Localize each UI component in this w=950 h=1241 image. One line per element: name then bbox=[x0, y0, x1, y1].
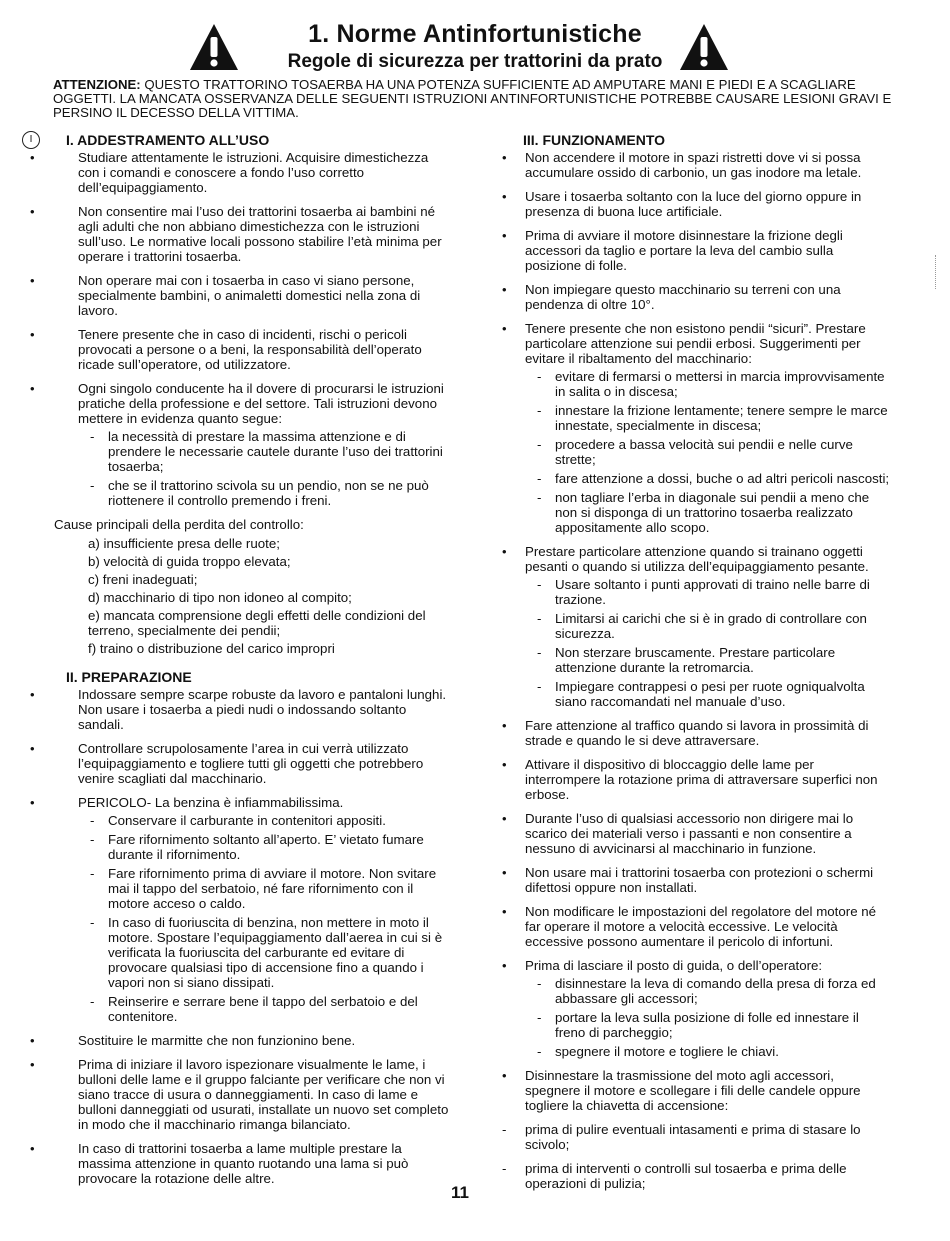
list-item-text: PERICOLO- La benzina è infiammabilissima. bbox=[78, 795, 344, 810]
sub-list-item: - spegnere il motore e togliere le chiavi. bbox=[525, 1044, 890, 1059]
sub-list bbox=[525, 369, 890, 535]
sub-list-item: - innestare la frizione lentamente; tenere sempre le marce innestate, specialmente in discesa; bbox=[525, 403, 890, 433]
list-item: • Prima di iniziare il lavoro ispezionare visualmente le lame, i bulloni delle lame e il gruppo falciante per verificare che non vi siano tracce di usura o danneggiamenti. In caso di lame e bulloni danneggiati od usurati, installate un nuovo set completo in modo che il macchinario rimanga bilanciato. bbox=[30, 1057, 450, 1132]
list-item: • Usare i tosaerba soltanto con la luce del giorno oppure in presenza di buona luce artificiale. bbox=[500, 189, 890, 219]
list-item: • Non consentire mai l’uso dei trattorini tosaerba ai bambini né agli adulti che non abbiano dimestichezza con le istruzioni sull’uso. Le normative locali possono stabilire l’età minima per operare i trattorini tosaerba. bbox=[30, 204, 450, 264]
sub-list-item: - la necessità di prestare la massima attenzione e di prendere le necessarie cautele durante l’uso dei trattorini tosaerba; bbox=[78, 429, 450, 474]
operation-list bbox=[500, 150, 890, 1113]
list-item: • Non modificare le impostazioni del regolatore del motore né far operare il motore a velocità eccessive. Le velocità eccessive possono aumentare il pericolo di infortuni. bbox=[500, 904, 890, 949]
list-item: • Sostituire le marmitte che non funzionino bene. bbox=[30, 1033, 450, 1048]
causes-heading: Cause principali della perdita del controllo: bbox=[54, 517, 304, 532]
list-item: • Durante l’uso di qualsiasi accessorio non dirigere mai lo scarico dei materiali verso i passanti e non consentire a nessuno di avvicinarsi al macchinario in funzione. bbox=[500, 811, 890, 856]
training-list bbox=[30, 150, 450, 508]
sub-list-item: - Impiegare contrappesi o pesi per ruote ogniqualvolta siano raccomandati nel manuale d’uso. bbox=[525, 679, 890, 709]
sub-list-item: - Fare rifornimento soltanto all’aperto. E’ vietato fumare durante il rifornimento. bbox=[78, 832, 450, 862]
cause-item: d) macchinario di tipo non idoneo al compito; bbox=[88, 590, 352, 605]
left-column bbox=[30, 133, 450, 1195]
cause-item: c) freni inadeguati; bbox=[88, 572, 198, 587]
sub-list-item: - disinnestare la leva di comando della presa di forza ed abbassare gli accessori; bbox=[525, 976, 890, 1006]
list-item: • Non impiegare questo macchinario su terreni con una pendenza di oltre 10°. bbox=[500, 282, 890, 312]
sub-list-item: - Non sterzare bruscamente. Prestare particolare attenzione durante la retromarcia. bbox=[525, 645, 890, 675]
sub-list-item: - Limitarsi ai carichi che si è in grado di controllare con sicurezza. bbox=[525, 611, 890, 641]
sub-list bbox=[78, 429, 450, 508]
list-item: • Controllare scrupolosamente l’area in cui verrà utilizzato l’equipaggiamento e togliere tutti gli oggetti che potrebbero venire scagliati dal macchinario. bbox=[30, 741, 450, 786]
attention-notice bbox=[53, 78, 893, 120]
cause-item: e) mancata comprensione degli effetti delle condizioni del terreno, specialmente dei pendii; bbox=[88, 608, 426, 638]
warning-triangle-icon bbox=[678, 22, 730, 72]
list-item bbox=[500, 321, 890, 535]
page-subtitle: Regole di sicurezza per trattorini da prato bbox=[287, 51, 663, 72]
page-number: 11 bbox=[451, 1183, 469, 1202]
sub-list bbox=[78, 813, 450, 1024]
list-item-text: Prestare particolare attenzione quando si trainano oggetti pesanti o quando si utilizza dell’equipaggiamento pesante. bbox=[525, 544, 869, 574]
sub-list-item: - evitare di fermarsi o mettersi in marcia improvvisamente in salita o in discesa; bbox=[525, 369, 890, 399]
section-circle-marker: I bbox=[22, 131, 40, 149]
sub-list-item: - che se il trattorino scivola su un pendio, non se ne può riottenere il controllo premendo i freni. bbox=[78, 478, 450, 508]
sub-list-item: - procedere a bassa velocità sui pendii e nelle curve strette; bbox=[525, 437, 890, 467]
list-item: • Non operare mai con i tosaerba in caso vi siano persone, specialmente bambini, o animaletti domestici nella zona di lavoro. bbox=[30, 273, 450, 318]
preparation-list bbox=[30, 687, 450, 1186]
section-training-title bbox=[30, 133, 450, 148]
cause-item: f) traino o distribuzione del carico impropri bbox=[88, 641, 335, 656]
list-item bbox=[30, 381, 450, 508]
list-item-text: Tenere presente che non esistono pendii “sicuri”. Prestare particolare attenzione sui pendii erbosi. Suggerimenti per evitare il ribaltamento del macchinario: bbox=[525, 321, 866, 366]
list-item: • Studiare attentamente le istruzioni. Acquisire dimestichezza con i comandi e conoscere a fondo l’uso corretto dell’equipaggiamento. bbox=[30, 150, 450, 195]
list-item: • Indossare sempre scarpe robuste da lavoro e pantaloni lunghi. Non usare i tosaerba a piedi nudi o indossando soltanto sandali. bbox=[30, 687, 450, 732]
list-item bbox=[30, 795, 450, 1024]
list-item: • Fare attenzione al traffico quando si lavora in prossimità di strade e quando le si deve attraversare. bbox=[500, 718, 890, 748]
sub-list-item: - Conservare il carburante in contenitori appositi. bbox=[78, 813, 450, 828]
list-item-text: Ogni singolo conducente ha il dovere di procurarsi le istruzioni pratiche della professione e del settore. Tali istruzioni devono mettere in evidenza quanto segue: bbox=[78, 381, 444, 426]
sub-list-item: - Reinserire e serrare bene il tappo del serbatoio e del contenitore. bbox=[78, 994, 450, 1024]
margin-mark bbox=[935, 255, 938, 289]
list-item: • Disinnestare la trasmissione del moto agli accessori, spegnere il motore e scollegare i fili delle candele oppure togliere la chiavetta di accensione: bbox=[500, 1068, 890, 1113]
sub-list-item: - In caso di fuoriuscita di benzina, non mettere in moto il motore. Spostare l’equipaggiamento dall’aerea in cui si è verificata la fuoriuscita del carburante ed evitare di provocare qualsiasi tipo di accensione fino a quando i vapori non si siano dissipati. bbox=[78, 915, 450, 990]
sub-list-item: - Usare soltanto i punti approvati di traino nelle barre di trazione. bbox=[525, 577, 890, 607]
list-item: • Attivare il dispositivo di bloccaggio delle lame per interrompere la rotazione prima di attraversare superfici non erbose. bbox=[500, 757, 890, 802]
list-item: • Non accendere il motore in spazi ristretti dove vi si possa accumulare ossido di carbonio, un gas inodore ma letale. bbox=[500, 150, 890, 180]
list-item: • Prima di avviare il motore disinnestare la frizione degli accessori da taglio e portare la leva del cambio sulla posizione di folle. bbox=[500, 228, 890, 273]
section-preparation-title: II. PREPARAZIONE bbox=[66, 669, 192, 685]
sub-list-item: - portare la leva sulla posizione di folle ed innestare il freno di parcheggio; bbox=[525, 1010, 890, 1040]
page-title: 1. Norme Antinfortunistiche bbox=[308, 20, 642, 48]
sub-list-item: - prima di pulire eventuali intasamenti e prima di stasare lo scivolo; bbox=[500, 1122, 890, 1152]
disengage-sub-list bbox=[500, 1122, 890, 1191]
list-item: • Non usare mai i trattorini tosaerba con protezioni o schermi difettosi oppure non installati. bbox=[500, 865, 890, 895]
sub-list bbox=[525, 976, 890, 1059]
right-column bbox=[500, 133, 890, 1200]
sub-list bbox=[525, 577, 890, 709]
list-item-text: Prima di lasciare il posto di guida, o dell’operatore: bbox=[525, 958, 823, 973]
list-item: • Tenere presente che in caso di incidenti, rischi o pericoli provocati a persone o a beni, la responsabilità dell’operato ricade sull’operatore, od utilizzatore. bbox=[30, 327, 450, 372]
attention-text: QUESTO TRATTORINO TOSAERBA HA UNA POTENZA SUFFICIENTE AD AMPUTARE MANI E PIEDI E A SCAGLIARE OGGETTI. LA MANCATA OSSERVANZA DELLE SEGUENTI ISTRUZIONI ANTINFORTUNISTICHE POTREBBE CAUSARE LESIONI GRAVI E PERSINO IL DECESSO DELLA VITTIMA. bbox=[53, 77, 892, 120]
cause-item: a) insufficiente presa delle ruote; bbox=[88, 536, 280, 551]
sub-list-item: - fare attenzione a dossi, buche o ad altri pericoli nascosti; bbox=[525, 471, 890, 486]
sub-list-item: - non tagliare l’erba in diagonale sui pendii a meno che non si disponga di un trattorino tosaerba realizzato appositamente allo scopo. bbox=[525, 490, 890, 535]
sub-list-item: - Fare rifornimento prima di avviare il motore. Non svitare mai il tappo del serbatoio, né fare rifornimento con il motore acceso o caldo. bbox=[78, 866, 450, 911]
causes-list bbox=[30, 536, 450, 656]
sub-list-item: - prima di interventi o controlli sul tosaerba e prima delle operazioni di pulizia; bbox=[500, 1161, 890, 1191]
page-header bbox=[0, 20, 950, 80]
attention-label: ATTENZIONE: bbox=[53, 77, 141, 92]
section-operation-title: III. FUNZIONAMENTO bbox=[523, 132, 666, 148]
list-item bbox=[500, 958, 890, 1059]
list-item bbox=[500, 544, 890, 709]
section-title-text: I. ADDESTRAMENTO ALL’USO bbox=[66, 132, 270, 148]
list-item: • In caso di trattorini tosaerba a lame multiple prestare la massima attenzione in quanto ruotando una lama si può provocare la rotazione delle altre. bbox=[30, 1141, 450, 1186]
cause-item: b) velocità di guida troppo elevata; bbox=[88, 554, 291, 569]
